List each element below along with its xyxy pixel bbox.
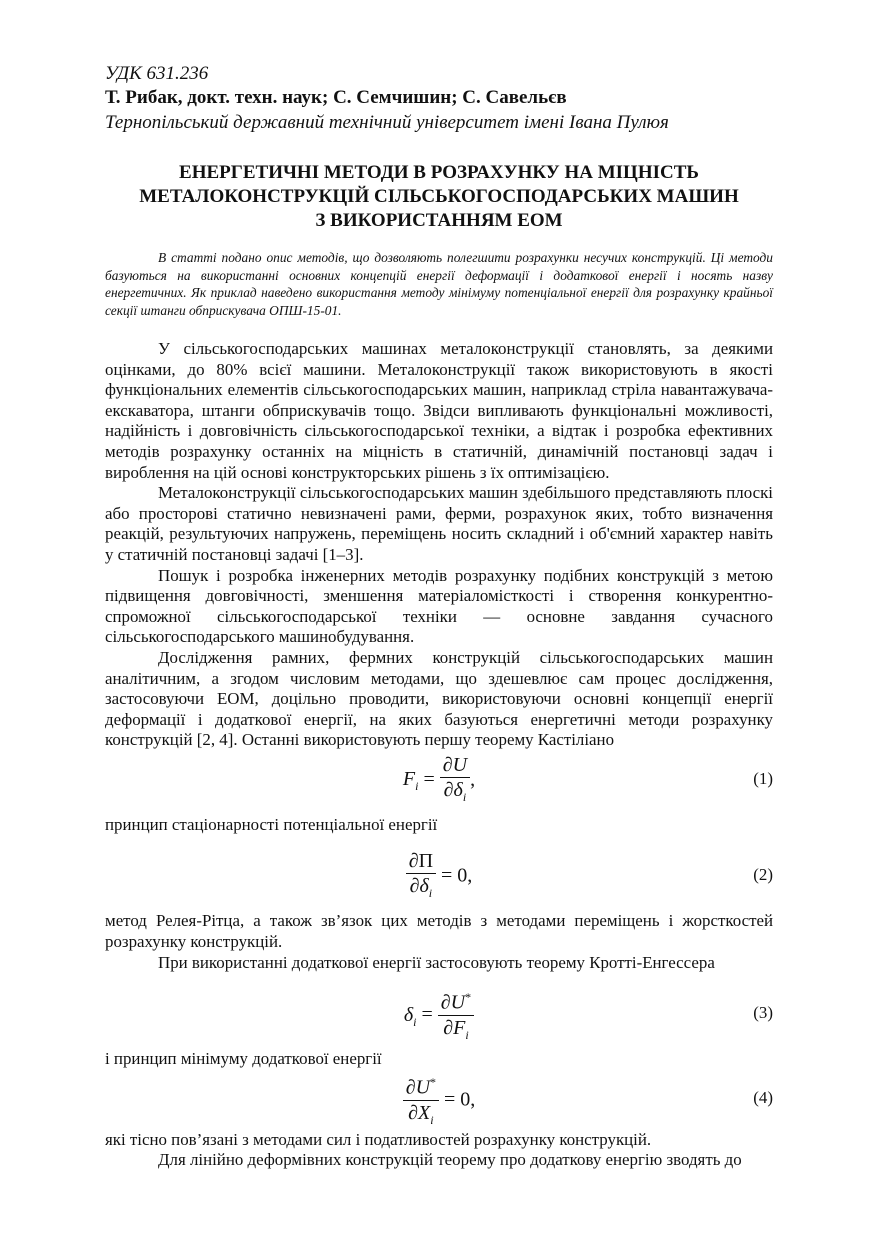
equation-number: (1): [753, 768, 773, 788]
udc-code: УДК 631.236: [105, 63, 209, 84]
paragraph: Дослідження рамних, фермних конструкцій сільськогосподарських машин аналітичним, а згодом числовим методами, що здешевлює сам процес дослідження, застосовуючи ЕОМ, доцільно проводити, використовуючи основні концепції енергії деформації і додаткової енергії, на яких базуються енергетичні методи розрахунку конструкцій [2, 4]. Останні використовують першу теорему Кастіліано: [105, 647, 773, 750]
body: [105, 339, 773, 1171]
paragraph: метод Релея-Рітца, а також зв’язок цих методів з методами переміщень і жорсткостей розрахунку конструкцій.: [105, 911, 773, 952]
paragraph: У сільськогосподарських машинах металоконструкції становлять, за деякими оцінками, до 80% всієї машини. Металоконструкції також використовують в якості функціональних елементів сільськогосподарських машин, наприклад стріла навантажувача-екскаватора, штанги обприскувачів тощо. Звідси випливають функціональні можливості, надійність і довговічність сільськогосподарської техніки, а відтак і розробка ефективних методів розрахунку останніх на міцність в статичній, динамічній постановці задач і вироблення на цій основі конструкторських рішень з їх оптимізацією.: [105, 339, 773, 482]
title-line: З ВИКОРИСТАННЯМ ЕОМ: [315, 210, 563, 231]
paragraph: які тісно пов’язані з методами сил і податливостей розрахунку конструкцій.: [105, 1129, 652, 1149]
equation-4: $\frac{\partial U^*}{\partial X_i}$ = 0, (4): [105, 1070, 773, 1130]
title-line: ЕНЕРГЕТИЧНІ МЕТОДИ В РОЗРАХУНКУ НА МІЦНІСТЬ: [179, 162, 699, 183]
paragraph: Для лінійно деформівних конструкцій теорему про додаткову енергію зводять до: [158, 1150, 742, 1170]
title-line: МЕТАЛОКОНСТРУКЦІЙ СІЛЬСЬКОГОСПОДАРСЬКИХ МАШИН: [139, 186, 739, 207]
paper-title: [105, 161, 773, 233]
paragraph: Металоконструкції сільськогосподарських машин здебільшого представляють плоскі або просторові статично невизначені рами, ферми, розрахунок яких, тобто визначення реакцій, результуючих напружень, переміщень носить складний і об'ємний характер навіть у статичній постановці задачі [1–3].: [105, 483, 773, 564]
abstract: В статті подано опис методів, що дозволяють полегшити розрахунки несучих конструкцій. Ці методи базуються на використанні основних концепцій енергії деформації і додаткової енергії і носять назву енергетичних. Як приклад наведено використання методу мінімуму потенціальної енергії для розрахунку крайньої секції штанги обприскувача ОПШ-15-01.: [105, 250, 773, 318]
equation-tail: = 0,: [441, 865, 473, 888]
equation-1: $F_i$ = $\frac{\partial U}{\partial\delta_i}$ , (1): [402, 753, 773, 804]
affiliation: Тернопільський державний технічний університет імені Івана Пулюя: [105, 112, 669, 133]
equation-2: $\frac{\partial\Pi}{\partial\delta_i}$ = 0, (2): [105, 835, 773, 911]
equation-3: $\delta_i$ = $\frac{\partial U^*}{\partial F_i}$ (3): [105, 973, 773, 1049]
page: [105, 62, 773, 1171]
paragraph: При використанні додаткової енергії застосовують теорему Кротті-Енгессера: [158, 952, 715, 972]
equation-number: (2): [753, 865, 773, 885]
equation-tail: ,: [470, 768, 476, 791]
paragraph: Пошук і розробка інженерних методів розрахунку подібних конструкцій з метою підвищення довговічності, зменшення матеріаломісткості і створення конкурентно-спроможної сільськогосподарської техніки — основне завдання сучасного сільськогосподарського машинобудування.: [105, 565, 773, 647]
equation-number: (3): [753, 1003, 773, 1023]
paragraph: принцип стаціонарності потенціальної енергії: [105, 814, 438, 834]
equation-tail: = 0,: [444, 1088, 476, 1111]
equation-number: (4): [753, 1087, 773, 1107]
authors: Т. Рибак, докт. техн. наук; С. Семчишин; С. Савельєв: [105, 87, 567, 108]
paragraph: і принцип мінімуму додаткової енергії: [105, 1049, 382, 1069]
